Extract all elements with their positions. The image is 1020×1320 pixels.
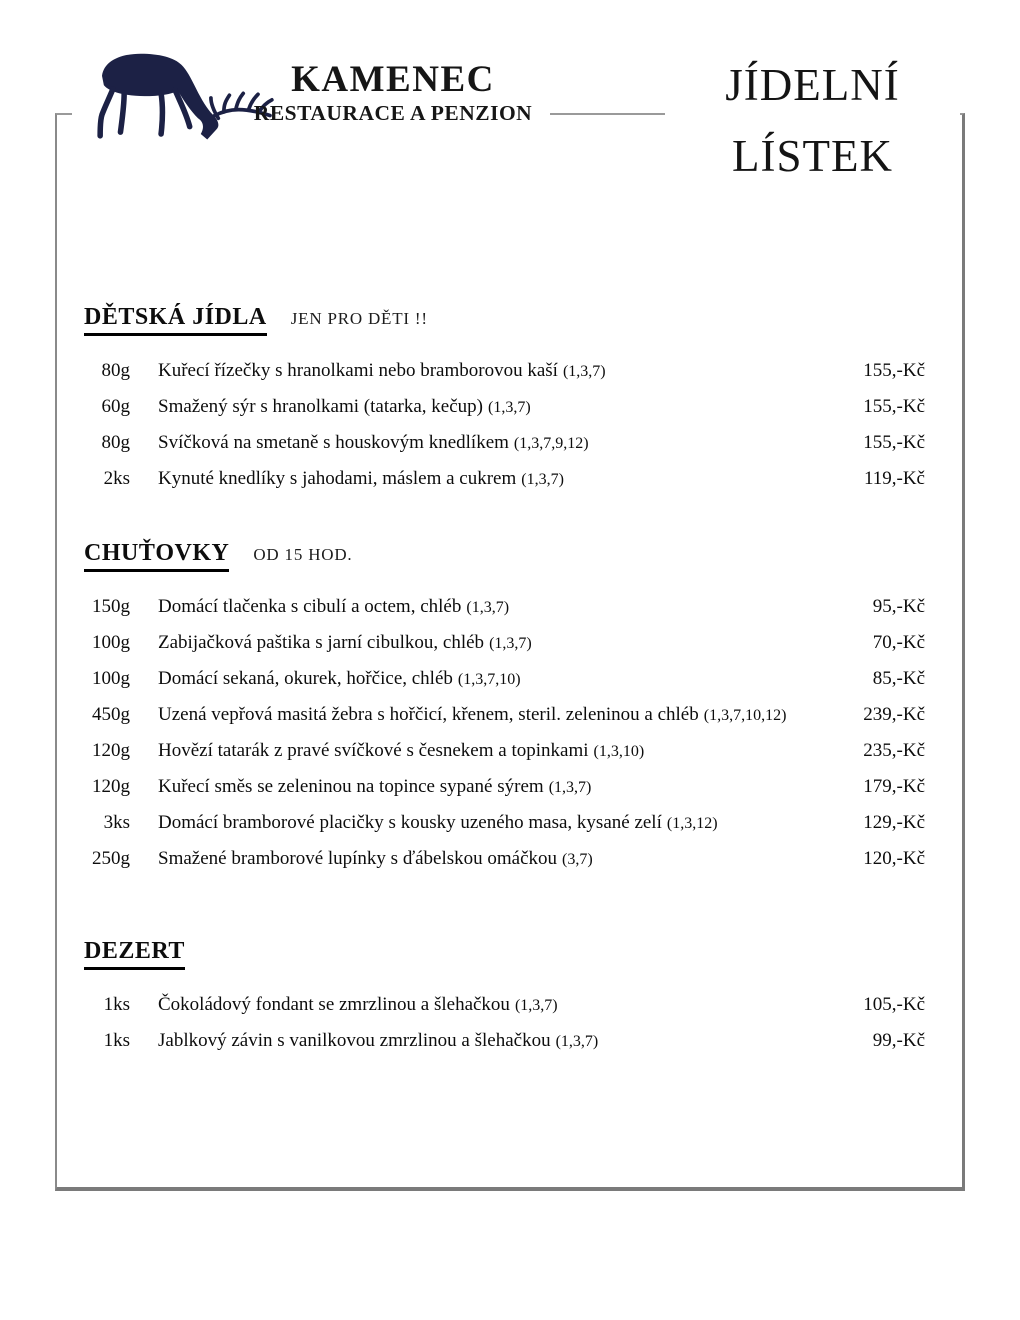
menu-item-row (84, 848, 925, 870)
item-price: 155,-Kč (863, 360, 925, 381)
section-title: DĚTSKÁ JÍDLA (84, 302, 267, 336)
menu-item-row (84, 704, 925, 726)
item-name-text: Kuřecí směs se zeleninou na topince sypané sýrem (158, 776, 544, 797)
item-name (158, 432, 855, 454)
menu-item-row (84, 432, 925, 454)
item-name-text: Smažené bramborové lupínky s ďábelskou omáčkou (158, 848, 558, 869)
menu-item-row (84, 668, 925, 690)
item-name (158, 994, 855, 1016)
item-allergens: (1,3,7,10) (457, 671, 521, 688)
menu-item-row (84, 812, 925, 834)
item-name-text: Smažený sýr s hranolkami (tatarka, kečup) (158, 396, 483, 417)
section-header (84, 302, 925, 336)
item-quantity: 1ks (103, 994, 130, 1015)
item-name-text: Zabijačková paštika s jarní cibulkou, chléb (158, 632, 485, 653)
item-name (158, 740, 855, 762)
item-allergens: (1,3,7) (548, 779, 592, 796)
item-quantity: 120g (92, 776, 130, 797)
item-quantity: 2ks (103, 468, 130, 489)
item-quantity: 80g (101, 432, 130, 453)
item-allergens: (1,3,7) (555, 1033, 599, 1050)
item-name-text: Jablkový závin s vanilkovou zmrzlinou a šlehačkou (158, 1030, 551, 1051)
item-allergens: (1,3,7) (488, 399, 531, 416)
menu-item-row (84, 596, 925, 618)
item-name (158, 848, 855, 870)
brand (237, 60, 549, 126)
item-quantity: 120g (92, 740, 130, 761)
item-name-text: Domácí bramborové placičky s kousky uzeného masa, kysané zelí (158, 812, 662, 833)
page-title (665, 50, 960, 202)
item-allergens: (1,3,10) (593, 743, 645, 760)
item-allergens: (1,3,7) (466, 599, 510, 616)
item-name (158, 812, 855, 834)
item-name (158, 360, 855, 382)
page-title-line2: LÍSTEK (732, 131, 893, 181)
item-allergens: (3,7) (562, 851, 593, 868)
section-title: CHUŤOVKY (84, 538, 229, 572)
item-name-text: Uzená vepřová masitá žebra s hořčicí, křenem, steril. zeleninou a chléb (158, 704, 699, 725)
menu-item-row (84, 776, 925, 798)
item-price: 70,-Kč (872, 632, 925, 653)
item-quantity: 450g (92, 704, 130, 725)
item-quantity: 80g (101, 360, 130, 381)
item-price: 95,-Kč (872, 596, 925, 617)
item-name (158, 596, 865, 618)
item-allergens: (1,3,7) (521, 471, 564, 488)
brand-name: KAMENEC (291, 59, 495, 100)
item-price: 105,-Kč (863, 994, 925, 1015)
item-price: 235,-Kč (863, 740, 925, 761)
item-allergens: (1,3,7) (562, 363, 606, 380)
item-name (158, 396, 855, 418)
item-price: 85,-Kč (872, 668, 925, 689)
item-name-text: Hovězí tatarák z pravé svíčkové s česnekem a topinkami (158, 740, 589, 761)
section-detska-jidla (84, 302, 925, 490)
item-quantity: 1ks (103, 1030, 130, 1051)
menu-item-row (84, 396, 925, 418)
page-title-line1: JÍDELNÍ (725, 60, 900, 110)
item-price: 239,-Kč (863, 704, 925, 725)
item-quantity: 100g (92, 668, 130, 689)
item-name (158, 632, 865, 654)
item-price: 129,-Kč (863, 812, 925, 833)
menu-item-row (84, 632, 925, 654)
item-allergens: (1,3,7,10,12) (703, 707, 787, 724)
item-name (158, 704, 855, 726)
item-name-text: Domácí sekaná, okurek, hořčice, chléb (158, 668, 453, 689)
item-price: 179,-Kč (863, 776, 925, 797)
item-quantity: 100g (92, 632, 130, 653)
item-name-text: Svíčková na smetaně s houskovým knedlíkem (158, 432, 509, 453)
item-allergens: (1,3,7) (489, 635, 532, 652)
item-price: 155,-Kč (863, 432, 925, 453)
item-quantity: 3ks (103, 812, 130, 833)
menu-item-row (84, 740, 925, 762)
item-allergens: (1,3,7) (514, 997, 558, 1014)
menu-item-row (84, 468, 925, 490)
item-price: 120,-Kč (863, 848, 925, 869)
item-price: 119,-Kč (863, 468, 925, 489)
item-name (158, 468, 856, 490)
item-price: 99,-Kč (872, 1030, 925, 1051)
section-title: DEZERT (84, 936, 185, 970)
section-dezert (84, 936, 925, 1052)
item-name-text: Kuřecí řízečky s hranolkami nebo bramborovou kaší (158, 360, 558, 381)
item-name (158, 776, 855, 798)
item-allergens: (1,3,7,9,12) (513, 435, 589, 452)
section-note: OD 15 HOD. (253, 545, 353, 564)
item-name-text: Kynuté knedlíky s jahodami, máslem a cukrem (158, 468, 517, 489)
section-chutovky (84, 538, 925, 870)
item-quantity: 150g (92, 596, 130, 617)
item-quantity: 60g (101, 396, 130, 417)
section-header (84, 936, 925, 970)
item-quantity: 250g (92, 848, 130, 869)
item-name-text: Domácí tlačenka s cibulí a octem, chléb (158, 596, 462, 617)
section-header (84, 538, 925, 572)
menu-item-row (84, 994, 925, 1016)
item-name-text: Čokoládový fondant se zmrzlinou a šlehačkou (158, 994, 510, 1015)
item-name (158, 668, 865, 690)
item-name (158, 1030, 865, 1052)
section-note: JEN PRO DĚTI !! (290, 309, 428, 328)
brand-subtitle: RESTAURACE A PENZION (253, 101, 533, 125)
menu-content (84, 302, 925, 1066)
menu-item-row (84, 360, 925, 382)
item-allergens: (1,3,12) (666, 815, 718, 832)
logo-block (72, 40, 550, 152)
item-price: 155,-Kč (863, 396, 925, 417)
menu-item-row (84, 1030, 925, 1052)
